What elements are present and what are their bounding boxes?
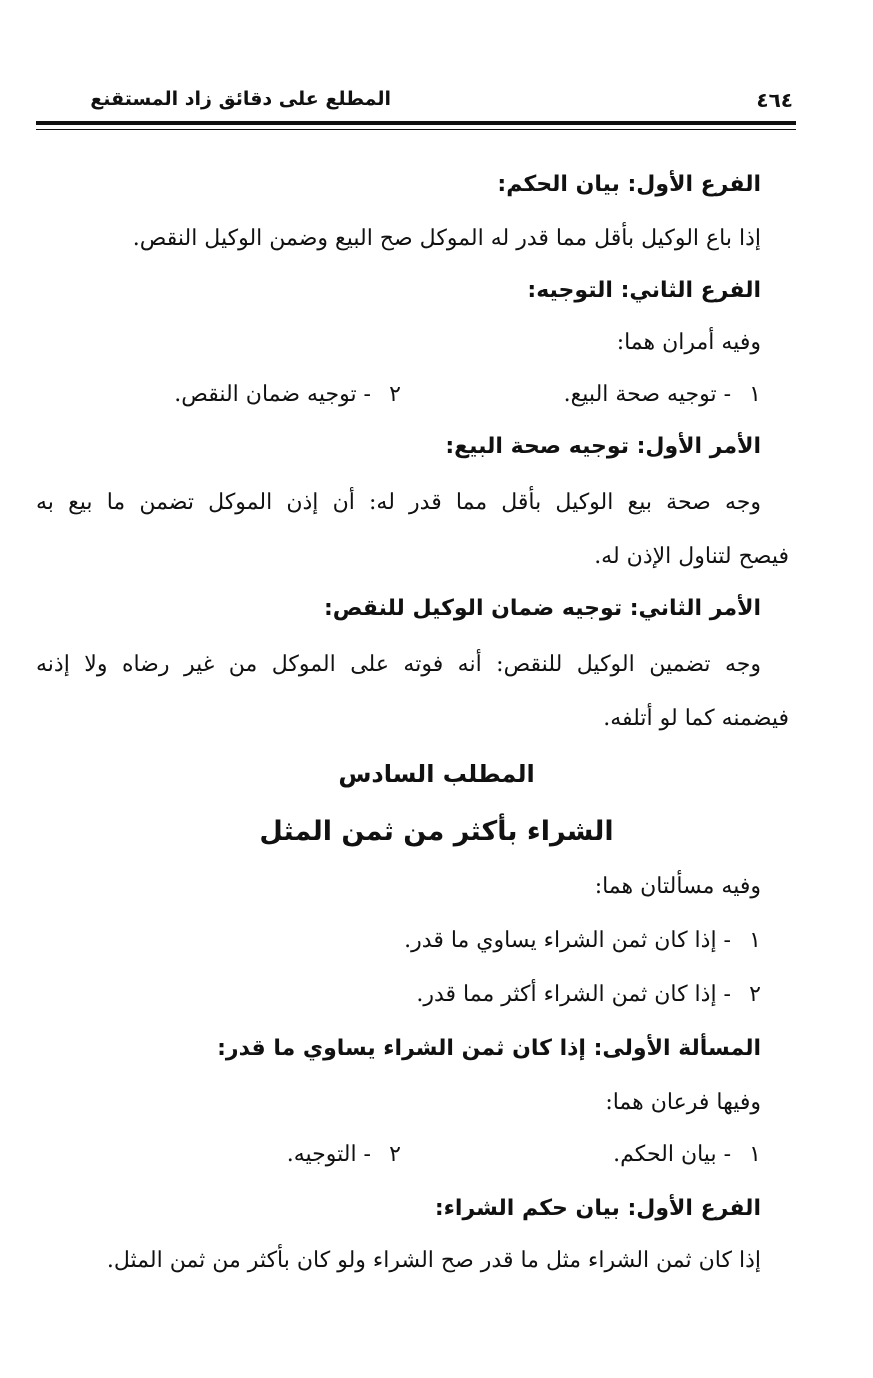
paragraph: فيضمنه كما لو أتلفه.: [603, 706, 789, 731]
paragraph: وفيه أمران هما:: [616, 330, 761, 355]
list-item: - إذا كان ثمن الشراء يساوي ما قدر.: [404, 928, 731, 953]
paragraph: فيصح لتناول الإذن له.: [594, 544, 789, 569]
subsection-heading: الأمر الثاني: توجيه ضمان الوكيل للنقص:: [323, 596, 761, 621]
paragraph: إذا كان ثمن الشراء مثل ما قدر صح الشراء ولو كان بأكثر من ثمن المثل.: [106, 1248, 761, 1273]
paragraph: وفيها فرعان هما:: [605, 1090, 761, 1115]
list-item: - التوجيه.: [286, 1142, 371, 1167]
list-number: ٢: [389, 1142, 401, 1167]
page-number: ٤٦٤: [756, 88, 793, 112]
subsection-heading: الفرع الأول: بيان الحكم:: [497, 172, 761, 197]
list-number: ٢: [389, 382, 401, 407]
paragraph: وجه تضمين الوكيل للنقص: أنه فوته على الموكل من غير رضاه ولا إذنه: [36, 652, 761, 677]
subsection-heading: المسألة الأولى: إذا كان ثمن الشراء يساوي ما قدر:: [217, 1036, 761, 1061]
subsection-heading: الأمر الأول: توجيه صحة البيع:: [445, 434, 761, 459]
list-item: - بيان الحكم.: [613, 1142, 731, 1167]
paragraph: إذا باع الوكيل بأقل مما قدر له الموكل صح البيع وضمن الوكيل النقص.: [132, 226, 761, 251]
header-rule-thick: [36, 121, 796, 125]
section-heading: المطلب السادس: [338, 760, 535, 788]
section-title: الشراء بأكثر من ثمن المثل: [259, 816, 614, 847]
paragraph: وجه صحة بيع الوكيل بأقل مما قدر له: أن إذن الموكل تضمن ما بيع به: [36, 490, 761, 515]
subsection-heading: الفرع الثاني: التوجيه:: [527, 278, 761, 303]
list-number: ١: [749, 382, 761, 407]
list-number: ١: [749, 928, 761, 953]
paragraph: وفيه مسألتان هما:: [594, 874, 761, 899]
header-rule-thin: [36, 129, 796, 130]
list-item: - توجيه ضمان النقص.: [174, 382, 371, 407]
list-item: - توجيه صحة البيع.: [563, 382, 731, 407]
running-header-title: المطلع على دقائق زاد المستقنع: [90, 88, 391, 110]
list-number: ٢: [749, 982, 761, 1007]
subsection-heading: الفرع الأول: بيان حكم الشراء:: [434, 1196, 761, 1221]
list-number: ١: [749, 1142, 761, 1167]
list-item: - إذا كان ثمن الشراء أكثر مما قدر.: [416, 982, 731, 1007]
